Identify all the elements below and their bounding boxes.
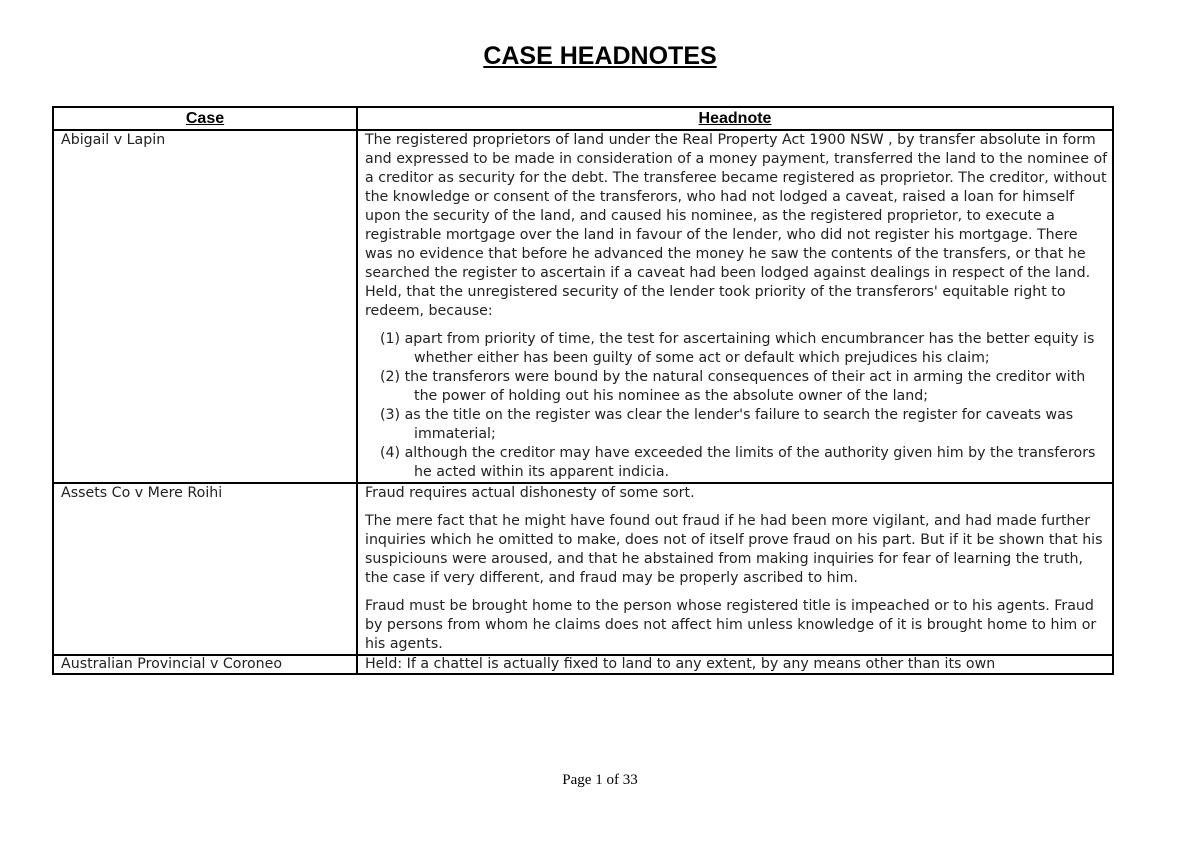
headnote-cell xyxy=(357,655,1113,674)
headnote-cell xyxy=(357,483,1113,655)
headnote-paragraph: The registered proprietors of land under the Real Property Act 1900 NSW , by transfer absolute in form and expressed to be made in consideration of a money payment, transferred the land to the nominee of a creditor as security for the debt. The transferee became registered as proprietor. The creditor, without the knowledge or consent of the transferors, who had not lodged a caveat, raised a loan for himself upon the security of the land, and caused his nominee, as the registered proprietor, to execute a registrable mortgage over the land in favour of the lender, who did not register his mortgage. There was no evidence that before he advanced the money he saw the contents of the transfers, or that he searched the register to ascertain if a caveat had been lodged against dealings in respect of the land. Held, that the unregistered security of the lender took priority of the transferors' equitable right to redeem, because: xyxy=(365,132,1108,319)
column-header-headnote: Headnote xyxy=(357,107,1113,130)
table-row xyxy=(53,483,1113,655)
headnotes-table xyxy=(52,106,1114,675)
table-row xyxy=(53,130,1113,483)
headnote-paragraph: Held: If a chattel is actually fixed to land to any extent, by any means other than its own xyxy=(365,656,996,672)
case-name: Abigail v Lapin xyxy=(53,130,357,483)
column-header-case: Case xyxy=(53,107,357,130)
list-item: (3) as the title on the register was clear the lender's failure to search the register for caveats was immaterial; xyxy=(380,407,1074,442)
case-name: Assets Co v Mere Roihi xyxy=(53,483,357,655)
table-header-row xyxy=(53,107,1113,130)
headnote-paragraph: Fraud requires actual dishonesty of some sort. xyxy=(365,485,695,501)
headnote-cell xyxy=(357,130,1113,483)
table-row xyxy=(53,655,1113,674)
page-number: Page 1 of 33 xyxy=(562,772,638,788)
holding-list xyxy=(365,330,1108,482)
list-item: (2) the transferors were bound by the natural consequences of their act in arming the creditor with the power of holding out his nominee as the absolute owner of the land; xyxy=(380,369,1086,404)
headnote-paragraph: The mere fact that he might have found out fraud if he had been more vigilant, and had made further inquiries which he omitted to make, does not of itself prove fraud on his part. But if it be shown that his suspiciouns were aroused, and that he abstained from making inquiries for fear of learning the truth, the case if very different, and fraud may be properly ascribed to him. xyxy=(365,513,1103,586)
case-name: Australian Provincial v Coroneo xyxy=(53,655,357,674)
list-item: (4) although the creditor may have exceeded the limits of the authority given him by the transferors he acted within its apparent indicia. xyxy=(380,445,1096,480)
list-item: (1) apart from priority of time, the test for ascertaining which encumbrancer has the better equity is whether either has been guilty of some act or default which prejudices his claim; xyxy=(380,331,1095,366)
document-title: CASE HEADNOTES xyxy=(483,42,717,70)
headnote-paragraph: Fraud must be brought home to the person whose registered title is impeached or to his agents. Fraud by persons from whom he claims does not affect him unless knowledge of it is brought home to him or his agents. xyxy=(365,598,1097,652)
